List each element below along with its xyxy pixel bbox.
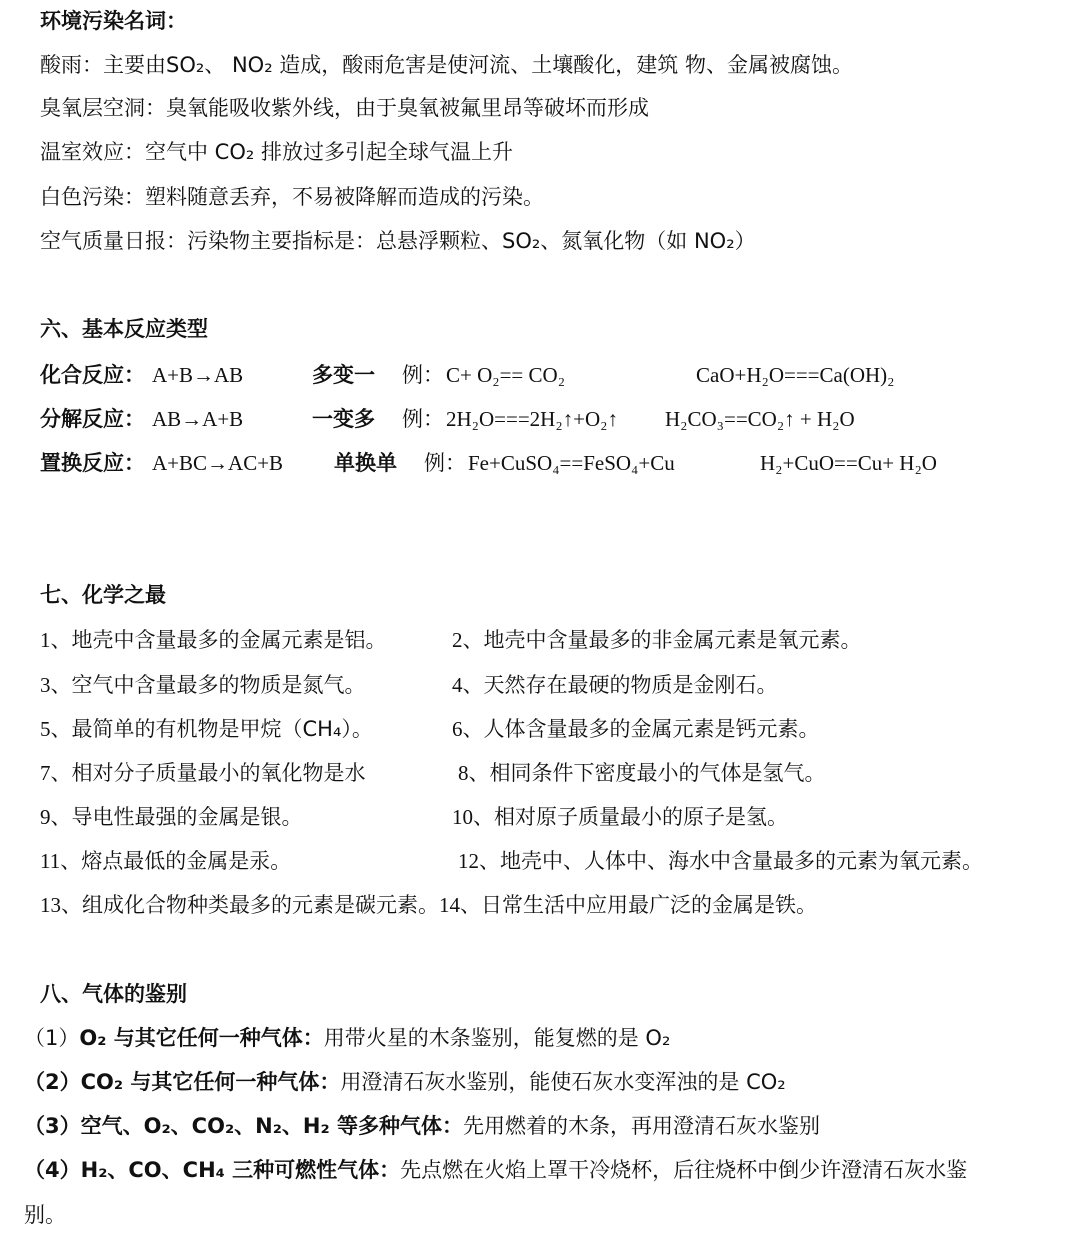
gas-item-4-continuation: 别。 [24,1203,66,1227]
gas-item-2 [24,1067,786,1097]
reaction-desc: 一变多 [312,407,375,431]
reaction-desc: 多变一 [312,363,375,387]
gas-item-index: （1） [24,1026,80,1050]
gas-item-3 [24,1111,820,1141]
gas-item-index: （3） [24,1114,81,1138]
list-item: 9、导电性最强的金属是银。 [40,805,303,829]
reaction-example-2: H₂CO₃==CO₂↑ + H₂O [665,407,855,431]
env-line-air-quality: 空气质量日报：污染物主要指标是：总悬浮颗粒、SO₂、氮氧化物（如 NO₂） [40,229,756,253]
reaction-example-1: Fe+CuSO₄==FeSO₄+Cu [468,451,675,475]
gas-item-method: 先点燃在火焰上罩干冷烧杯，后往烧杯中倒少许澄清石灰水鉴 [400,1158,968,1182]
reaction-name: 置换反应： [40,451,145,475]
reaction-formula: A+B→AB [152,363,244,387]
list-item: 1、地壳中含量最多的金属元素是铝。 [40,628,387,652]
gas-item-method: 用澄清石灰水鉴别，能使石灰水变浑浊的是 CO₂ [340,1070,786,1094]
list-item: 11、熔点最低的金属是汞。 [40,849,292,873]
list-item: 12、地壳中、人体中、海水中含量最多的元素为氧元素。 [458,849,983,873]
env-line-ozone: 臭氧层空洞：臭氧能吸收紫外线，由于臭氧被氟里昂等破坏而形成 [40,96,649,120]
example-label: 例： [424,451,466,475]
gas-item-method: 用带火星的木条鉴别，能复燃的是 O₂ [323,1026,671,1050]
reaction-name: 分解反应： [40,407,145,431]
list-item: 4、天然存在最硬的物质是金刚石。 [452,673,778,697]
gas-item-index: （4） [24,1158,81,1182]
gas-item-subject: H₂、CO、CH₄ 三种可燃性气体： [80,1158,401,1182]
list-item: 10、相对原子质量最小的原子是氢。 [452,805,788,829]
env-line-acid-rain: 酸雨：主要由SO₂、 NO₂ 造成，酸雨危害是使河流、土壤酸化，建筑 物、金属被腐蚀。 [40,53,853,77]
section-title-gas: 八、气体的鉴别 [40,982,187,1006]
reaction-example-1: 2H₂O===2H₂↑+O₂↑ [446,407,618,431]
gas-item-index: （2） [24,1070,81,1094]
gas-item-method: 先用燃着的木条，再用澄清石灰水鉴别 [463,1114,820,1138]
env-line-greenhouse: 温室效应：空气中 CO₂ 排放过多引起全球气温上升 [40,140,513,164]
reaction-example-2: CaO+H₂O===Ca(OH)₂ [696,363,895,387]
list-item: 6、人体含量最多的金属元素是钙元素。 [452,717,820,741]
section-title-most: 七、化学之最 [40,583,166,607]
section-title-env: 环境污染名词： [40,9,187,33]
list-item: 3、空气中含量最多的物质是氮气。 [40,673,366,697]
example-label: 例： [402,363,444,387]
gas-item-subject: CO₂ 与其它任何一种气体： [80,1070,341,1094]
list-item: 13、组成化合物种类最多的元素是碳元素。14、日常生活中应用最广泛的金属是铁。 [40,893,817,917]
reaction-desc: 单换单 [334,451,397,475]
gas-item-1 [24,1023,670,1053]
list-item: 7、相对分子质量最小的氧化物是水 [40,761,366,785]
list-item: 8、相同条件下密度最小的气体是氢气。 [458,761,826,785]
list-item: 2、地壳中含量最多的非金属元素是氧元素。 [452,628,862,652]
reaction-name: 化合反应： [40,363,145,387]
example-label: 例： [402,407,444,431]
gas-item-4 [24,1155,967,1185]
env-line-white-pollution: 白色污染：塑料随意丢弃，不易被降解而造成的污染。 [40,185,544,209]
list-item: 5、最简单的有机物是甲烷（CH₄）。 [40,717,373,741]
gas-item-subject: 空气、O₂、CO₂、N₂、H₂ 等多种气体： [80,1114,463,1138]
gas-item-subject: O₂ 与其它任何一种气体： [79,1026,324,1050]
reaction-example-2: H₂+CuO==Cu+ H₂O [760,451,937,475]
reaction-formula: AB→A+B [152,407,244,431]
reaction-formula: A+BC→AC+B [152,451,284,475]
section-title-reactions: 六、基本反应类型 [40,317,208,341]
reaction-example-1: C+ O₂== CO₂ [446,363,566,387]
